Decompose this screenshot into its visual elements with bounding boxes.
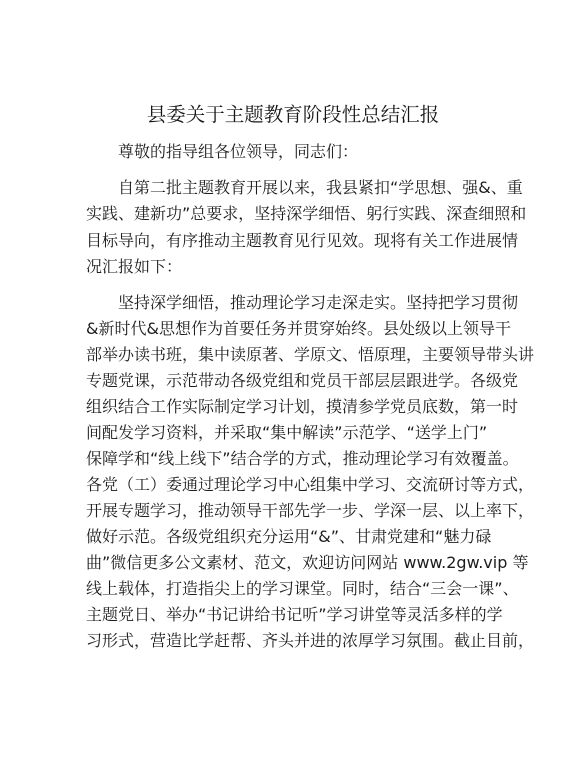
- paragraph-2-line-10: 做好示范。各级党组织充分运用“&”、甘肃党建和“魅力碌: [86, 527, 492, 546]
- paragraph-2-line-6: 间配发学习资料，并采取“集中解读”示范学、“送学上门”: [86, 423, 488, 442]
- paragraph-2-line-1: 坚持深学细悟，推动理论学习走深走实。坚持把学习贯彻: [118, 293, 519, 312]
- paragraph-1-line-2: 实践、建新功”总要求，坚持深学细悟、躬行实践、深查细照和: [86, 204, 527, 223]
- paragraph-2-line-12: 线上载体，打造指尖上的学习课堂。同时，结合“三会一课”、: [86, 579, 519, 598]
- paragraph-1-line-3: 目标导向，有序推动主题教育见行见效。现将有关工作进展情: [86, 231, 519, 250]
- salutation-line: 尊敬的指导组各位领导，同志们：: [118, 142, 359, 161]
- document-title: 县委关于主题教育阶段性总结汇报: [146, 103, 440, 126]
- paragraph-2-line-7: 保障学和“线上线下”结合学的方式，推动理论学习有效覆盖。: [86, 449, 519, 468]
- paragraph-2-line-5: 组织结合工作实际制定学习计划，摸清参学党员底数，第一时: [86, 397, 519, 416]
- paragraph-2-line-11: 曲”微信更多公文素材、范文，欢迎访问网站 www.2gw.vip 等: [86, 553, 529, 572]
- paragraph-2-line-9: 开展专题学习，推动领导干部先学一步、学深一层、以上率下，: [86, 501, 535, 520]
- paragraph-2-line-4: 专题党课，示范带动各级党组和党员干部层层跟进学。各级党: [86, 371, 519, 390]
- paragraph-1-line-4: 况汇报如下：: [86, 257, 183, 276]
- paragraph-2-line-3: 部举办读书班，集中读原著、学原文、悟原理，主要领导带头讲: [86, 345, 535, 364]
- paragraph-2-line-8: 各党（工）委通过理论学习中心组集中学习、交流研讨等方式，: [86, 475, 535, 494]
- paragraph-2-line-14: 习形式，营造比学赶帮、齐头并进的浓厚学习氛围。截止目前，: [86, 631, 535, 650]
- paragraph-1-line-1: 自第二批主题教育开展以来，我县紧扣“学思想、强&、重: [118, 178, 523, 197]
- paragraph-2-line-2: &新时代&思想作为首要任务并贯穿始终。县处级以上领导干: [86, 319, 511, 338]
- paragraph-2-line-13: 主题党日、举办“书记讲给书记听”学习讲堂等灵活多样的学: [86, 605, 503, 624]
